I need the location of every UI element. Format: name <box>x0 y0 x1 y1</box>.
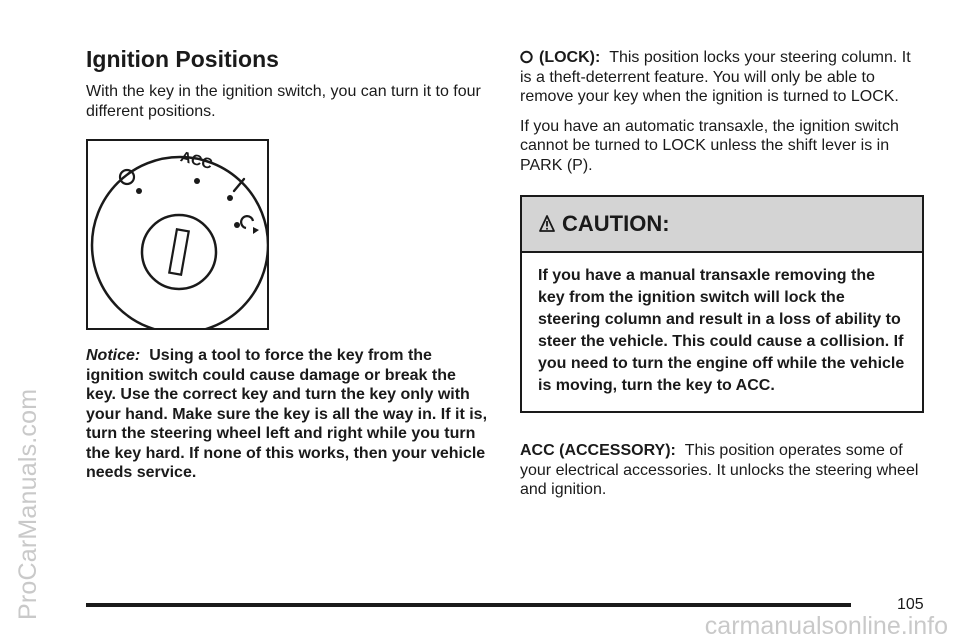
caution-box <box>520 195 924 413</box>
acc-text: This position operates some of your electrical accessories. It unlocks the steering wheel and ignition. <box>520 442 919 498</box>
ignition-switch-figure <box>86 139 269 330</box>
warning-icon <box>538 214 556 234</box>
ignition-switch-diagram <box>88 141 267 328</box>
notice-text: Using a tool to force the key from the ignition switch could cause damage or break the key. Use the correct key and turn the key only with your hand. Make sure the key is all the way in. If it is, turn the steering wheel left and right while you turn the key hard. If none of this works, then your vehicle needs service. <box>86 347 488 481</box>
intro-paragraph: With the key in the ignition switch, you can turn it to four different positions. <box>86 83 481 120</box>
lock-paragraph <box>520 48 924 107</box>
page-number: 105 <box>897 596 924 613</box>
side-watermark: ProCarManuals.com <box>14 388 42 620</box>
footer-rule <box>86 603 851 607</box>
notice-label: Notice: <box>86 347 141 364</box>
acc-heading-label: ACC (ACCESSORY): <box>520 442 676 459</box>
caution-body: If you have a manual transaxle removing the key from the ignition switch will lock the steering column and result in a loss of ability to steer the vehicle. This could cause a collision. If you need to turn the engine off while the vehicle is moving, turn the key to ACC. <box>538 267 905 394</box>
lock-label: (LOCK): <box>539 49 601 66</box>
notice-paragraph <box>86 346 490 483</box>
caution-title: CAUTION: <box>562 211 670 236</box>
left-column <box>86 44 490 483</box>
bottom-watermark: carmanualsonline.info <box>704 612 948 640</box>
lock-position-icon <box>120 170 134 184</box>
lock-text: This position locks your steering column. It is a theft-deterrent feature. You will only be able to remove your key when the ignition is turned to LOCK. <box>520 49 911 105</box>
automatic-transaxle-paragraph: If you have an automatic transaxle, the ignition switch cannot be turned to LOCK unless the shift lever is in PARK (P). <box>520 117 899 174</box>
acc-label: ACC <box>178 148 215 173</box>
acc-paragraph <box>520 441 924 500</box>
right-column <box>520 48 924 500</box>
lock-position-icon <box>520 49 533 64</box>
start-arrow-icon <box>241 216 259 234</box>
section-title: Ignition Positions <box>86 46 279 72</box>
caution-header <box>522 197 922 253</box>
